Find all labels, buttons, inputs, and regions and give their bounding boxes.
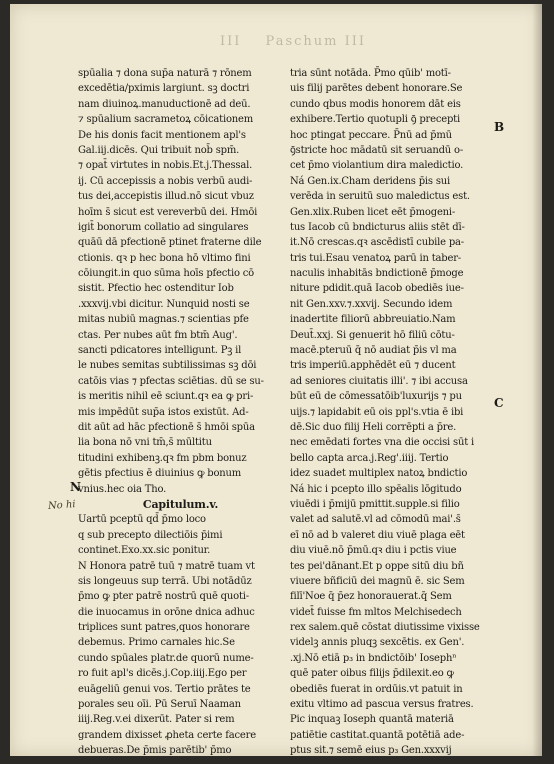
text-line: tus Iacob cū bndicturus aliis stēt dī-	[290, 221, 465, 233]
text-line: Uartū pceptū qd̄ p̄mo loco	[78, 514, 206, 526]
text-line: idez suadet multiplex natoꝝ bndictio	[290, 468, 468, 480]
text-line: is meritis nihil eē sciunt.qꝛ ea ꝙ pri-	[78, 391, 254, 403]
text-line: vnius.hec oia Tho.	[78, 483, 167, 495]
text-line: .xxxvij.vbi dicitur. Nunquid nosti se	[78, 298, 250, 310]
text-line: debemus. Primo carnales hic.Se	[78, 637, 235, 649]
text-line: obediēs fuerat in ordūis.vt patuit in	[290, 683, 463, 695]
text-line: grandem dixisset ꝓheta certe facere	[78, 729, 256, 741]
text-line: Ná Gen.ix.Cham deridens p̄is sui	[290, 175, 450, 187]
right-text-column	[290, 66, 490, 759]
text-line: p̄mo ꝙ pter patrē nostrū quē quoti-	[78, 591, 249, 603]
text-line: igit̄ bonorum collatio ad singulares	[78, 221, 249, 233]
text-line: ꝯ̄stricte hoc mādatū sit seruandū o-	[290, 144, 464, 156]
margin-section-letter-b: B	[494, 120, 505, 134]
text-line: euāgeliū genui vos. Tertio prātes te	[78, 683, 251, 695]
text-line: .xj.Nō etiā p₃ in bndictōib' Iosephⁿ	[290, 652, 457, 664]
text-line: videt̄ fuisse fm mltos Melchisedech	[290, 606, 462, 618]
text-line: nam diuinoꝝ.manuductionē ad deū.	[78, 98, 251, 110]
text-line: dē.Sic duo filij Heli corrēpti a p̄re.	[290, 421, 457, 433]
text-line: ad seniores ciuitatis illi'. ⁊ ibi accusa	[290, 375, 468, 387]
text-line: viuere bñficiū dei magnū ē. sic Sem	[290, 575, 465, 587]
text-line: viuēdi i p̄mijū pmittit.supple.si filio	[290, 498, 460, 510]
text-line: patiētie castitat.quantā potētiā ade-	[290, 729, 465, 741]
text-line: tria sūnt notāda. P̄mo qūib' motī-	[290, 68, 451, 79]
text-line: rex salem.quē cōstat diutissime vixisse	[290, 622, 480, 634]
text-line: uijs.⁊ lapidabit eū ois ppl's.vtia ē ibi	[290, 406, 464, 418]
header-right: Paschum III	[265, 34, 367, 49]
text-line: sancti pdicatores intelligunt. Pꝫ il	[78, 345, 242, 357]
text-line: ij. Cū accepissis a nobis verbū audi-	[78, 175, 253, 187]
text-line: quē pater oibus filijs p̄dilexit.eo ꝙ	[290, 668, 454, 680]
margin-section-letter-c: C	[494, 396, 504, 410]
text-line: būt eū de cōmessatōib'luxurijs ⁊ pu	[290, 391, 462, 403]
text-line: excedētia/pximis largiunt. sꝫ doctri	[78, 83, 250, 95]
text-line: titudini exhibenꝫ.qꝛ fm pbm bonuz	[78, 452, 247, 464]
text-line: exhibere.Tertio quotupli ꝯ̄ precepti	[290, 114, 460, 126]
text-line: die inuocamus in orōne dnica adhuc	[78, 606, 255, 618]
text-line: ctas. Per nubes aūt fm btm̄ Aug'.	[78, 329, 238, 341]
text-line: naculis inhabitās bndictionē p̄moge	[290, 268, 464, 280]
text-line: De his donis facit mentionem apl's	[78, 129, 246, 141]
text-line: uis filij parētes debent honorare.Se	[290, 83, 463, 95]
text-line: porales seu oīi. Pū Seruī Naaman	[78, 699, 241, 711]
text-line: cundo qbus modis honorem dāt eis	[290, 98, 461, 110]
text-line: inadertite filiorū abbreuiatio.Nam	[290, 314, 456, 326]
text-line: sistit. Pfectio hec ostenditur Iob	[78, 283, 234, 295]
text-line: macē.pteruū q̄ nō audiat p̄is vl ma	[290, 345, 457, 357]
text-line: ⁊ spūalium sacrametoꝝ cōicationem	[78, 114, 254, 126]
text-line: valet ad salutē.vl ad cōmodū mai'.s̄	[290, 514, 461, 526]
chapter-heading: Capitulum.v.	[142, 497, 219, 511]
text-line: gētis pfectius ē diuinius ꝙ bonum	[78, 468, 242, 480]
text-line: iiij.Reg.v.ei dixerūt. Pater si rem	[78, 714, 235, 726]
text-line: Deut̄.xxj. Si genuerit hō filiū cōtu-	[290, 329, 455, 341]
margin-initial-letter: N	[70, 480, 81, 494]
text-line: ptus sit.⁊ semē eius p₃ Gen.xxxvij	[290, 745, 452, 757]
text-line: cet p̄mo violantium dira maledictio.	[290, 160, 464, 172]
text-line: debueras.De p̄mis parētib' p̄mo	[78, 745, 232, 757]
text-line: filī'Noe q̄ p̄ez honorauerat.q̄ Sem	[290, 591, 452, 603]
text-line: Gal.iij.dicēs. Qui tribuit nob̄ spm̄.	[78, 144, 240, 156]
text-line: it.Nō crescas.qꝛ ascēdistī cubile pa-	[290, 237, 464, 249]
text-line: tris tui.Esau venatoꝝ parū in taber-	[290, 252, 461, 264]
text-line: tris imperiū.apphēdēt eū ⁊ ducent	[290, 360, 456, 372]
text-line: eī nō ad b valeret diu viuē plaga eēt	[290, 529, 465, 541]
handwritten-margin-note: No hi	[47, 499, 76, 512]
text-line: nit Gen.xxv.⁊.xxvij. Secundo idem	[290, 298, 453, 310]
text-line: Ná hic i pcepto illo spēalis lōgitudo	[290, 483, 462, 495]
text-line: Gen.xlix.Ruben licet eēt p̄mogeni-	[290, 206, 456, 218]
text-line: ⁊ opat̄ virtutes in nobis.Et.j.Thessal.	[78, 160, 253, 172]
text-line: N Honora patrē tuū ⁊ matrē tuam vt	[78, 560, 255, 572]
text-line: triplices sunt patres,quos honorare	[78, 622, 250, 634]
text-line: ctionis. qꝛ p hec bona hō vltimo fini	[78, 252, 251, 264]
text-line: dit aūt ad hāc pfectionē s̄ hmōi spūa	[78, 421, 255, 433]
text-line: videlꝫ annis pluqꝫ sexcētis. ex Gen'.	[290, 637, 465, 649]
text-line: Pic inquaꝫ Ioseph quantā materiā	[290, 714, 454, 726]
text-line: sis longeuus sup terrā. Ubi notādūz	[78, 575, 252, 587]
text-line: ro fuit apl's dicēs.j.Cop.iiij.Ego per	[78, 668, 247, 680]
left-text-column	[78, 66, 283, 759]
text-line: cōiungit.in quo sūma hoīs pfectio cō	[78, 268, 254, 280]
text-line: nec emēdati fortes vna die occisi sūt i	[290, 437, 474, 449]
text-line: cundo spūales platr.de quorū nume-	[78, 652, 254, 664]
text-line: niture pdidit.quā Iacob obediēs iue-	[290, 283, 464, 295]
text-line: le nubes semitas subtilissimas sꝫ dōi	[78, 360, 257, 372]
text-line: tus dei,accepistis illud.nō sicut vbuz	[78, 191, 254, 203]
text-line: catōis vias ⁊ pfectas sciētias. dū se su-	[78, 375, 264, 387]
text-line: diu viuē.nō p̄mū.qꝛ diu i pctis viue	[290, 545, 457, 557]
running-header	[220, 34, 510, 49]
text-line: bello capta arca.j.Reg'.iiij. Tertio	[290, 452, 449, 464]
text-line: quāū dā pfectionē ptinet fraterne dile	[78, 237, 262, 249]
text-line: continet.Exo.xx.sic ponitur.	[78, 545, 211, 557]
text-line: q sub precepto dilectiōis p̄imi	[78, 529, 223, 541]
text-line: mis impēdūt sup̄a istos existūt. Ad-	[78, 406, 249, 418]
header-center: III	[220, 34, 242, 49]
text-line: exitu vltimo ad pascua versus fratres.	[290, 699, 474, 711]
text-line: hoīm s̄ sicut est vereverbū dei. Hmōi	[78, 206, 258, 218]
text-line: verēda in seruitū suo maledictus est.	[290, 191, 470, 203]
text-line: tes pei'dānant.Et p oppe sitū diu bñ	[290, 560, 464, 572]
text-line: hoc ptingat peccare. P̄nū ad p̄mū	[290, 129, 452, 141]
text-line: spūalia ⁊ dona sup̄a naturā ⁊ rōnem	[78, 68, 252, 79]
text-line: lia bona nō vni tm̄,s̄ mūltitu	[78, 437, 212, 449]
text-line: mitas nubiū magnas.⁊ scientias pfe	[78, 314, 249, 326]
